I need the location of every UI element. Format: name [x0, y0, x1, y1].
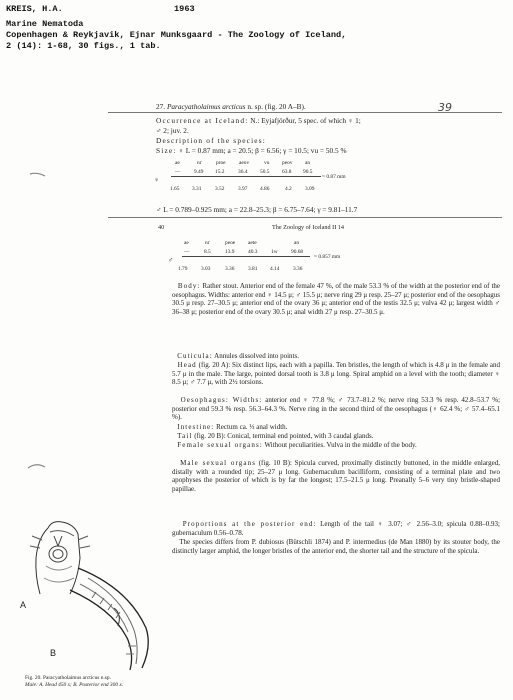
paragraph-intestine-text: Rectum ca. ⅓ anal width. — [214, 423, 288, 431]
figure-label-b: B — [50, 648, 57, 658]
male-h-2: peoe — [225, 240, 236, 246]
paragraph-body-text: Rather stout. Anterior end of the female 47 %, of the male 53.3 % of the width at the posterior end of the oesophagus. Widths: anterior end ♀ 14.5 μ; ♂ 15.5 μ; nerve ring 29 μ resp. 25–27 μ; posterior end of the oesophagus 30.5 μ resp. 27–30.5 μ; anterior end of the ovary 36 μ; anterior end of the testis 32.5 μ; vulva 42 μ; largest width ♂ 36–38 μ; posterior end of the ovary 30.5 μ; anal width 27 μ resp. 27–30.5 μ. — [172, 282, 501, 316]
size-label: Size: — [156, 146, 177, 155]
paragraph-cuticula — [172, 352, 500, 361]
paragraph-male-organs-label: Male sexual organs — [180, 459, 257, 467]
description-label: Description of the species: — [156, 136, 267, 145]
paragraph-cuticula-label: Cuticula: — [177, 352, 213, 360]
paragraph-oesophagus-text: anterior end ♀ 77.8 %; ♂ 73.7–81.2 %; nerve ring 53.3 % resp. 42.8–53.7 %; posterior end 59.3 % resp. 56.3–64.3 %. Nerve ring in the second third of the oesophagus (♀ 62.4 %; ♂ 57.4–65.1 %). — [172, 396, 501, 422]
paragraph-cuticula-text: Annules dissolved into points. — [212, 352, 299, 360]
female-top-2: 15.2 — [215, 169, 225, 175]
male-bot-0: 1.79 — [178, 266, 188, 272]
paragraph-proportions-text: Length of the tail ♀ 3.07; ♂ 2.56–3.0; spicula 0.88–0.93; gubernaculum 0.56–0.78. — [172, 520, 500, 537]
figure-label-a: A — [20, 600, 27, 610]
female-h-2: proe — [216, 160, 226, 166]
male-bot-3: 3.81 — [248, 266, 258, 272]
female-bot-1: 3.31 — [192, 186, 202, 192]
pencil-mark-top — [28, 160, 48, 180]
card-publication: Copenhagen & Reykjavik, Ejnar Munksgaard - The Zoology of Iceland, — [6, 30, 347, 40]
paragraph-female-organs-label: Female sexual organs: — [177, 441, 263, 449]
male-h-4: an — [294, 240, 300, 246]
male-sex-symbol: ♂ — [168, 256, 174, 264]
paragraph-proportions-label: Proportions at the posterior end: — [182, 520, 317, 528]
female-top-6: 90.5 — [303, 169, 313, 175]
paragraph-female-organs — [172, 441, 500, 450]
running-title: The Zoology of Iceland II 14 — [272, 224, 344, 231]
card-subject: Marine Nematoda — [6, 19, 84, 29]
occurrence-label: Occurrence at Iceland: — [156, 116, 249, 125]
male-top-0: — — [184, 249, 190, 255]
male-formula-table — [170, 240, 410, 276]
paragraph-head-text: (fig. 20 A): Six distinct lips, each with a papilla. Ten bristles, the length of which is 4.8 μ in the female and 5.7 μ in the male. The large, pointed dorsal tooth is 3.8 μ long. Spiral amphid on a level with the tooth; diameter ♀ 8.5 μ; ♂ 7.7 μ, with 2½ torsions. — [172, 361, 501, 387]
card-year: 1963 — [174, 4, 195, 14]
paragraph-differential-text: The species differs from P. dubiosus (Bütschli 1874) and P. intermedius (de Man 1880) by its stouter body, the distinctly larger amphid, the longer bristles of the anterior end, the shorter tail and the structure of the spicula. — [172, 538, 500, 555]
female-h-3: aeov — [239, 160, 250, 166]
paragraph-intestine — [172, 423, 500, 432]
handwritten-number: 39 — [438, 101, 452, 114]
paragraph-head — [172, 361, 500, 387]
paragraph-body — [172, 282, 500, 317]
clipping-top-edge — [108, 112, 502, 113]
female-h-1: nr — [197, 160, 202, 166]
male-bot-4: 4.14 — [270, 266, 280, 272]
nematode-figure-drawing — [18, 518, 188, 674]
paragraph-male-organs — [172, 459, 500, 494]
figure-caption-line-2: Male: A. Head 450 x; B. Posterior end 300 x. — [25, 682, 124, 688]
paragraph-differential — [172, 538, 500, 555]
species-heading — [156, 102, 306, 111]
card-author: KREIS, H.A. — [6, 4, 63, 14]
female-total: = 0.87 mm — [322, 174, 346, 180]
paragraph-proportions — [172, 520, 500, 537]
female-top-4: 50.5 — [260, 169, 270, 175]
male-top-4: 1w — [271, 249, 278, 255]
paragraph-tail-text: (fig. 20 B): Conical, terminal end pointed, with 3 caudal glands. — [192, 432, 374, 440]
female-bot-5: 4.2 — [285, 186, 292, 192]
paragraph-body-label: Body: — [177, 282, 201, 290]
female-bot-2: 3.52 — [215, 186, 225, 192]
female-top-1: 9.49 — [194, 169, 204, 175]
paragraph-female-organs-text: Without peculiarities. Vulva in the middle of the body. — [262, 441, 417, 449]
paragraph-head-label: Head — [177, 361, 197, 369]
figure-caption-line-1: Fig. 20. Paracyatholaimus arcticus n.sp. — [25, 675, 111, 681]
male-bot-2: 3.36 — [225, 266, 235, 272]
male-h-0: ae — [184, 240, 189, 246]
male-size-line: ♂ L = 0.789–0.925 mm; a = 22.8–25.3; β = 6.75–7.64; γ = 9.81–11.7 — [156, 205, 358, 214]
species-number: 27. — [156, 102, 166, 111]
species-heading-rest: n. sp. (fig. 20 A–B). — [247, 102, 306, 111]
male-top-1: 8.5 — [204, 249, 211, 255]
male-total: = 0.857 mm — [314, 254, 341, 260]
paragraph-oesophagus — [172, 396, 500, 422]
female-top-0: — — [175, 169, 181, 175]
pencil-mark-bottom — [26, 458, 48, 474]
male-top-2: 13.9 — [225, 249, 235, 255]
female-h-4: vu — [264, 160, 270, 166]
paragraph-intestine-label: Intestine: — [177, 423, 215, 431]
male-bot-5: 3.36 — [293, 266, 303, 272]
figure-caption — [25, 675, 123, 689]
paragraph-male-organs-text: (fig. 10 B): Spicula curved, proximally distinctly buttoned, in the middle enlarged, distally with a rounded tip; 25–27 μ long. Gubernaculum bacilliform, consisting of a terminal plate and two apophyses the posterior of which is by far the longest; 17.5–21.5 μ long. Preanally 5–6 very tiny bristle-shaped papillae. — [172, 459, 500, 493]
female-top-5: 63.8 — [282, 169, 292, 175]
male-top-5: 90.68 — [291, 249, 304, 255]
size-line — [156, 146, 347, 155]
female-formula-table — [156, 160, 356, 196]
female-h-5: peov — [282, 160, 293, 166]
female-bot-3: 3.97 — [238, 186, 248, 192]
paragraph-tail — [172, 432, 500, 441]
page-number: 40 — [158, 224, 165, 231]
male-top-3: 40.3 — [248, 249, 258, 255]
female-bot-0: 1.65 — [170, 186, 180, 192]
occurrence-line — [156, 116, 361, 125]
species-name: Paracyatholaimus arcticus — [166, 102, 246, 111]
female-bot-4: 4.86 — [260, 186, 270, 192]
paragraph-oesophagus-label: Oesophagus: Widths: — [180, 396, 263, 404]
card-volume: 2 (14): 1-68, 30 figs., 1 tab. — [6, 41, 161, 51]
male-h-1: nr — [205, 240, 210, 246]
male-fraction-line — [182, 256, 310, 257]
occurrence-text: N.: Eyjafjörður, 5 spec. of which ♀ 1; — [250, 116, 361, 125]
female-bot-6: 3.09 — [305, 186, 315, 192]
male-h-3: aete — [248, 240, 257, 246]
female-h-6: an — [305, 160, 311, 166]
size-text: ♀ L = 0.87 mm; a = 20.5; β = 6.56; γ = 10.5; vu = 50.5 % — [178, 146, 347, 155]
female-sex-symbol: ♀ — [154, 176, 160, 184]
female-h-0: ae — [175, 160, 180, 166]
paragraph-tail-label: Tail — [177, 432, 193, 440]
female-fraction-line — [171, 176, 321, 177]
female-top-3: 36.4 — [238, 169, 248, 175]
male-bot-1: 3.03 — [201, 266, 211, 272]
clipping-divider — [108, 217, 502, 218]
occurrence-line-2: ♂ 2; juv. 2. — [156, 126, 189, 135]
